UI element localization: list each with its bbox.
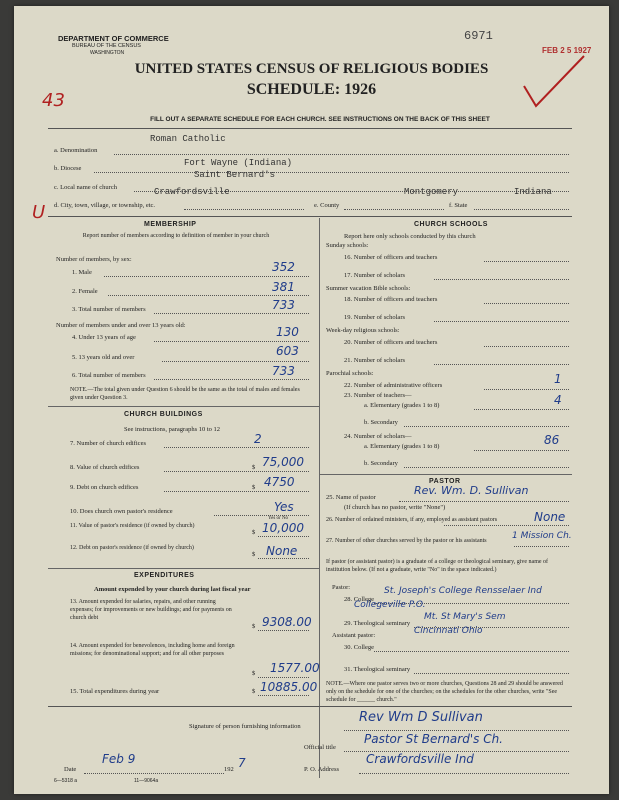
q24b-label: b. Secondary (364, 460, 398, 467)
local-name-label: c. Local name of church (54, 184, 117, 191)
diocese-value: Fort Wayne (Indiana) (184, 158, 293, 168)
q23a-label: a. Elementary (grades 1 to 8) (364, 402, 440, 409)
q24-label: 24. Number of scholars— (344, 433, 412, 440)
q1-value: 352 (272, 260, 295, 274)
pastor-title: PASTOR (429, 478, 461, 485)
county-value: Montgomery (404, 187, 459, 197)
q11-value: 10,000 (262, 521, 304, 535)
q12-value: None (266, 544, 298, 558)
parochial-label: Parochial schools: (326, 370, 374, 377)
q12-label: 12. Debt on pastor's residence (if owned by church) (70, 545, 194, 551)
q5-value: 603 (276, 344, 299, 358)
received-stamp: FEB 2 5 1927 (542, 46, 592, 55)
buildings-see: See instructions, paragraphs 10 to 12 (124, 426, 221, 433)
q4-label: 4. Under 13 years of age (72, 334, 136, 341)
schedule-title: SCHEDULE: 1926 (246, 81, 377, 98)
q27-label: 27. Number of other churches served by the pastor or his assistants (326, 538, 487, 544)
q5-label: 5. 13 years old and over (72, 354, 135, 361)
signature-label: Signature of person furnishing information (189, 723, 301, 730)
q13-value: 9308.00 (262, 615, 312, 629)
q27-value: 1 Mission Ch. (512, 531, 572, 541)
local-name-value: Saint Bernard's (194, 170, 276, 180)
summer-label: Summer vacation Bible schools: (326, 285, 411, 292)
bureau-label: BUREAU OF THE CENSUS (72, 43, 141, 49)
q10-label: 10. Does church own pastor's residence (70, 508, 173, 515)
check-mark-icon (514, 51, 594, 111)
q3-label: 3. Total number of members (72, 306, 146, 313)
q26-value: None (534, 510, 566, 524)
weekday-label: Week-day religious schools: (326, 327, 400, 334)
q25-value: Rev. Wm. D. Sullivan (414, 484, 529, 497)
q8-value: 75,000 (262, 455, 304, 469)
form-code: 6—5318 a (54, 778, 78, 784)
po-address-value: Crawfordsville Ind (366, 752, 474, 766)
assistant-pastor-label: Assistant pastor: (332, 632, 376, 639)
city-town-label: d. City, town, village, or township, etc. (54, 202, 156, 209)
pastor-label: Pastor: (332, 584, 351, 591)
diocese-label: b. Diocese (54, 165, 82, 172)
q13-label: 13. Amount expended for salaries, repairs, and other running expenses; for improvements or new buildings; and for payments on church debt (70, 599, 232, 621)
date-label: Date (64, 766, 77, 773)
department-label: DEPARTMENT OF COMMERCE (58, 34, 169, 43)
expenditures-intro: Amount expended by your church during last fiscal year (94, 586, 251, 593)
q30-label: 30. College (344, 644, 374, 651)
po-address-label: P. O. Address (304, 766, 340, 773)
q28-value: St. Joseph's College Rensselaer Ind (384, 586, 542, 596)
q29-value-2: Cincinnati Ohio (414, 626, 483, 636)
year-prefix: 192 (224, 766, 234, 773)
q19-label: 19. Number of scholars (344, 314, 406, 321)
q6-value: 733 (272, 364, 295, 378)
q28-value-2: Collegeville P.O. (354, 600, 426, 610)
yes-or-no-hint: Yes or No (268, 516, 289, 521)
state-label: f. State (449, 202, 468, 209)
membership-title: MEMBERSHIP (144, 221, 197, 228)
q21-label: 21. Number of scholars (344, 357, 406, 364)
q23b-label: b. Secondary (364, 419, 398, 426)
instructions-line: FILL OUT A SEPARATE SCHEDULE FOR EACH CHURCH. SEE INSTRUCTIONS ON THE BACK OF THIS SHEET (150, 116, 490, 123)
q20-label: 20. Number of officers and teachers (344, 339, 438, 346)
q11-label: 11. Value of pastor's residence (if owned by church) (70, 523, 195, 529)
census-schedule-sheet: DEPARTMENT OF COMMERCE BUREAU OF THE CENSUS WASHINGTON 6971 FEB 2 5 1927 UNITED STATES CENSUS OF RELIGIOUS BODIES SCHEDULE: 1926 43 FILL OUT A SEPARATE SCHEDULE FOR EACH CHURCH. SEE INSTRUCTIONS ON THE BACK OF THIS SHEET a. Denomination Roman Catholic b. Diocese Fort Wayne (Indiana) c. Local name of church Saint Bernard's d. City, town, village, or township, etc. Crawfordsville e. County Montgomery f. State Indiana U MEMBERSHIP Report number of members according to definition of member in your church Number of members, by sex: 1. Male 352 2. Female 381 3. Total number of members 733 Number of members under and over 13 years old: 4. Under 13 years of age 130 5. 13 years old and over 603 6. Total number of members 733 NOTE.—The total given under Question 6 should be the same as the total of males and females given under Question 3. CHURCH BUILDINGS See instructions, paragraphs 10 to 12 7. Number of church edifices 2 8. Value of church edifices $ 75,000 9. Debt on church edifices $ 4750 10. Does church own pastor's residence Yes Yes or No 11. Value of pastor's residence (if owned by church) $ 10,000 12. Debt on pastor's residence (if owned by church) $ None EXPENDITURES Amount expended by your church during last fiscal year 13. Amount expended for salaries, repairs, and other running expenses; for improvements or new buildings; and for payments on church debt $ 9308.00 14. Amount expended for benevolences, including home and foreign missions; for denominational support; and for all other purposes $ 1577.00 15. Total expenditures during year $ 10885.00 CHURCH SCHOOLS Report here only schools conducted by this church Sunday schools: 16. Number of officers and teachers 17. Number of scholars Summer vacation Bible schools: 18. Number of officers and teachers 19. Number of scholars Week-day religious schools: 20. Number of officers and teachers 21. Number of scholars Parochial schools: 22. Number of administrative officers 1 23. Number of teachers— a. Elementary (grades 1 to 8) 4 b. Secondary 24. Number of scholars— a. Elementary (grades 1 to 8) 86 b. Secondary PASTOR 25. Name of pastor Rev. Wm. D. Sullivan (If church has no pastor, write "None") 26. Number of ordained ministers, if any, employed as assistant pastors None 27. Number of other churches served by the pastor or his assistants 1 Mission Ch. If pastor (or assistant pastor) is a graduate of a college or theological seminary, give name of institution below. (If not a graduate, write "No" in the space indicated.) Pastor: 28. College St. Joseph's College Rensselaer Ind Collegeville P.O. 29. Theological seminary Mt. St Mary's Sem Cincinnati Ohio Assistant pastor: 30. College 31. Theological seminary NOTE.—Where one pastor serves two or more churches, Questions 28 and 29 should be answered only on the schedule for one of the churches; on the schedules for the other churches, write "See schedule for ______ church." Signature of person furnishing information Rev Wm D Sullivan Official title Pastor St Bernard's Ch. Date Feb 9 192 7 P. O. Address Crawfordsville Ind 6—5318 a 11—9064a (14, 6, 609, 794)
q6-label: 6. Total number of members (72, 372, 146, 379)
q7-label: 7. Number of church edifices (70, 440, 146, 447)
q14-label: 14. Amount expended for benevolences, including home and foreign missions; for denominational support; and for all other purposes (70, 643, 235, 657)
buildings-title: CHURCH BUILDINGS (124, 411, 203, 418)
city-label: WASHINGTON (90, 50, 125, 56)
graduate-instructions: If pastor (or assistant pastor) is a graduate of a college or theological seminary, give name of institution below. (If not a graduate, write "No" in the space indicated.) (326, 559, 549, 573)
q22-value: 1 (554, 372, 562, 386)
pastor-note: NOTE.—Where one pastor serves two or more churches, Questions 28 and 29 should be answered only on the schedule for one of the churches; on the schedules for the other churches, write "See schedule for ______ church." (326, 681, 563, 703)
q2-value: 381 (272, 280, 295, 294)
q25-note: (If church has no pastor, write "None") (344, 504, 446, 511)
document-title: UNITED STATES CENSUS OF RELIGIOUS BODIES (134, 61, 489, 77)
print-code: 11—9064a (134, 778, 159, 784)
q29-value: Mt. St Mary's Sem (424, 612, 506, 622)
q1-label: 1. Male (72, 269, 92, 276)
membership-intro: Report number of members according to definition of member in your church (82, 233, 270, 239)
q3-value: 733 (272, 298, 295, 312)
q14-value: 1577.00 (270, 661, 320, 675)
denomination-label: a. Denomination (54, 147, 98, 154)
q2-label: 2. Female (72, 288, 98, 295)
by-age-label: Number of members under and over 13 years old: (56, 322, 186, 329)
q4-value: 130 (276, 325, 299, 339)
by-sex-label: Number of members, by sex: (56, 256, 132, 263)
q17-label: 17. Number of scholars (344, 272, 406, 279)
sunday-label: Sunday schools: (326, 242, 369, 249)
q24a-label: a. Elementary (grades 1 to 8) (364, 443, 440, 450)
q31-label: 31. Theological seminary (344, 666, 411, 673)
official-title-value: Pastor St Bernard's Ch. (364, 732, 503, 746)
margin-mark: U (32, 202, 46, 223)
q9-value: 4750 (264, 475, 295, 489)
year-value: 7 (238, 756, 246, 770)
county-label: e. County (314, 202, 340, 209)
q7-value: 2 (254, 432, 262, 446)
q18-label: 18. Number of officers and teachers (344, 296, 438, 303)
q23a-value: 4 (554, 393, 562, 407)
q15-value: 10885.00 (260, 680, 318, 694)
city-town-value: Crawfordsville (154, 187, 230, 197)
q10-value: Yes (274, 500, 294, 514)
official-title-label: Official title (304, 744, 336, 751)
q29-label: 29. Theological seminary (344, 620, 411, 627)
membership-note: NOTE.—The total given under Question 6 should be the same as the total of males and females given under Question 3. (70, 387, 300, 401)
q28-label: 28. College (344, 596, 374, 603)
expenditures-title: EXPENDITURES (134, 572, 195, 579)
margin-number: 43 (42, 90, 65, 111)
signature-value: Rev Wm D Sullivan (359, 710, 483, 725)
q15-label: 15. Total expenditures during year (70, 688, 160, 695)
form-number: 6971 (464, 29, 493, 43)
state-value: Indiana (514, 187, 552, 197)
q9-label: 9. Debt on church edifices (70, 484, 139, 491)
q8-label: 8. Value of church edifices (70, 464, 140, 471)
q24a-value: 86 (544, 433, 560, 447)
schools-intro: Report here only schools conducted by this church (344, 233, 476, 240)
schools-title: CHURCH SCHOOLS (414, 221, 488, 228)
date-value: Feb 9 (102, 752, 136, 766)
q23-label: 23. Number of teachers— (344, 392, 412, 399)
q16-label: 16. Number of officers and teachers (344, 254, 438, 261)
q22-label: 22. Number of administrative officers (344, 382, 443, 389)
q26-label: 26. Number of ordained ministers, if any, employed as assistant pastors (326, 517, 498, 523)
q25-label: 25. Name of pastor (326, 494, 376, 501)
denomination-value: Roman Catholic (150, 134, 226, 144)
